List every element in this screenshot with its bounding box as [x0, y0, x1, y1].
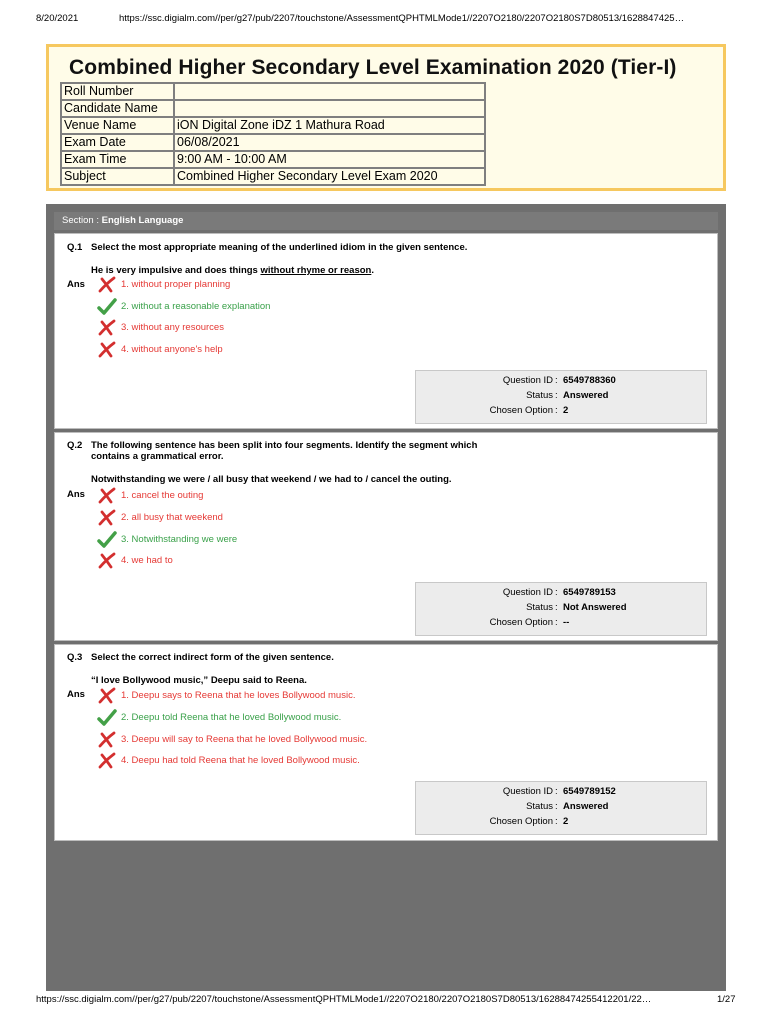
cross-icon: [97, 552, 117, 570]
question-card-1: [54, 233, 718, 429]
meta-label: Question ID: [502, 786, 553, 797]
question-text: The following sentence has been split into four segments. Identify the segment which: [91, 440, 478, 451]
meta-chosen-option: Chosen Option : --: [489, 617, 570, 628]
option-text: 1. cancel the outing: [121, 490, 204, 501]
info-label: Venue Name: [61, 117, 174, 134]
cross-icon: [97, 687, 117, 705]
option-text: 1. Deepu says to Reena that he loves Bollywood music.: [121, 690, 356, 701]
question-meta: [415, 582, 707, 636]
meta-question-id: Question ID : 6549789153: [502, 587, 616, 598]
option-text: 2. Deepu told Reena that he loved Bollywood music.: [121, 712, 342, 723]
print-date: 8/20/2021: [36, 13, 79, 24]
answer-label: Ans: [67, 689, 85, 700]
meta-value: --: [563, 617, 570, 628]
check-icon: [97, 298, 117, 316]
sentence-text: He is very impulsive and does things: [91, 265, 261, 276]
question-card-3: [54, 644, 718, 841]
option-text: 2. without a reasonable explanation: [121, 301, 271, 312]
option-text: 2. all busy that weekend: [121, 512, 223, 523]
question-number: Q.1: [67, 242, 83, 253]
question-text: Select the correct indirect form of the given sentence.: [91, 652, 334, 663]
info-row-exam-date: [61, 134, 485, 151]
meta-status: Status : Answered: [526, 801, 609, 812]
meta-label: Question ID: [502, 375, 553, 386]
exam-details-box: [46, 44, 726, 191]
info-label: Exam Date: [61, 134, 174, 151]
meta-label: Question ID: [502, 587, 553, 598]
cross-icon: [97, 731, 117, 749]
cross-icon: [97, 487, 117, 505]
cross-icon: [97, 276, 117, 294]
cross-icon: [97, 752, 117, 770]
question-text-line-2: contains a grammatical error.: [91, 451, 224, 462]
question-meta: [415, 781, 707, 835]
option-text: 4. Deepu had told Reena that he loved Bollywood music.: [121, 755, 360, 766]
sentence-end: .: [371, 265, 374, 276]
info-label: Subject: [61, 168, 174, 185]
section-header: [54, 212, 718, 230]
question-meta: [415, 370, 707, 424]
info-label: Exam Time: [61, 151, 174, 168]
info-row-venue-name: [61, 117, 485, 134]
info-row-subject: [61, 168, 485, 185]
meta-label: Chosen Option: [489, 617, 553, 628]
info-value: [174, 83, 485, 100]
exam-title: Combined Higher Secondary Level Examination 2020 (Tier-I): [69, 56, 677, 79]
meta-chosen-option: Chosen Option : 2: [489, 816, 569, 827]
meta-question-id: Question ID : 6549788360: [502, 375, 616, 386]
section-prefix: Section :: [62, 215, 102, 226]
check-icon: [97, 709, 117, 727]
print-header: [0, 13, 770, 27]
info-row-exam-time: [61, 151, 485, 168]
info-value: [174, 100, 485, 117]
question-panel: [46, 204, 726, 991]
meta-label: Status: [526, 602, 553, 613]
meta-question-id: Question ID : 6549789152: [502, 786, 616, 797]
info-value: 06/08/2021: [174, 134, 485, 151]
page-number: 1/27: [717, 994, 736, 1005]
meta-value: 6549788360: [563, 375, 616, 386]
option-text: 4. we had to: [121, 555, 173, 566]
meta-value: 6549789153: [563, 587, 616, 598]
answer-label: Ans: [67, 279, 85, 290]
meta-label: Status: [526, 801, 553, 812]
underlined-idiom: without rhyme or reason: [260, 265, 372, 276]
option-text: 3. Deepu will say to Reena that he loved Bollywood music.: [121, 734, 368, 745]
meta-value: Answered: [563, 390, 609, 401]
answer-label: Ans: [67, 489, 85, 500]
info-row-roll-number: [61, 83, 485, 100]
meta-status: Status : Not Answered: [526, 602, 627, 613]
section-name: English Language: [101, 215, 184, 226]
info-value: Combined Higher Secondary Level Exam 2020: [174, 168, 485, 185]
meta-value: 6549789152: [563, 786, 616, 797]
question-number: Q.3: [67, 652, 83, 663]
cross-icon: [97, 319, 117, 337]
meta-value: Answered: [563, 801, 609, 812]
option-text: 4. without anyone's help: [121, 344, 223, 355]
info-value: 9:00 AM - 10:00 AM: [174, 151, 485, 168]
question-sentence: [91, 265, 374, 276]
info-label: Candidate Name: [61, 100, 174, 117]
print-footer: [0, 994, 770, 1008]
info-label: Roll Number: [61, 83, 174, 100]
question-number: Q.2: [67, 440, 83, 451]
info-value: iON Digital Zone iDZ 1 Mathura Road: [174, 117, 485, 134]
check-icon: [97, 531, 117, 549]
meta-label: Chosen Option: [489, 405, 553, 416]
option-text: 3. without any resources: [121, 322, 224, 333]
question-text: Select the most appropriate meaning of the underlined idiom in the given sentence.: [91, 242, 468, 253]
meta-chosen-option: Chosen Option : 2: [489, 405, 569, 416]
question-card-2: [54, 432, 718, 641]
meta-value: Not Answered: [563, 602, 627, 613]
question-sentence: “I love Bollywood music,” Deepu said to Reena.: [91, 675, 307, 686]
cross-icon: [97, 509, 117, 527]
candidate-info-table: [60, 82, 486, 186]
option-text: 1. without proper planning: [121, 279, 231, 290]
info-row-candidate-name: [61, 100, 485, 117]
meta-status: Status : Answered: [526, 390, 609, 401]
meta-label: Chosen Option: [489, 816, 553, 827]
question-sentence: Notwithstanding we were / all busy that weekend / we had to / cancel the outing.: [91, 474, 452, 485]
meta-label: Status: [526, 390, 553, 401]
print-url: https://ssc.digialm.com//per/g27/pub/2207/touchstone/AssessmentQPHTMLMode1//2207O2180/2207O2180S7D80513/1628847425…: [119, 13, 685, 24]
meta-value: 2: [563, 816, 569, 827]
cross-icon: [97, 341, 117, 359]
option-text: 3. Notwithstanding we were: [121, 534, 238, 545]
footer-url: https://ssc.digialm.com//per/g27/pub/2207/touchstone/AssessmentQPHTMLMode1//2207O2180/2207O2180S7D80513/16288474255412201/22…: [36, 994, 652, 1005]
meta-value: 2: [563, 405, 569, 416]
